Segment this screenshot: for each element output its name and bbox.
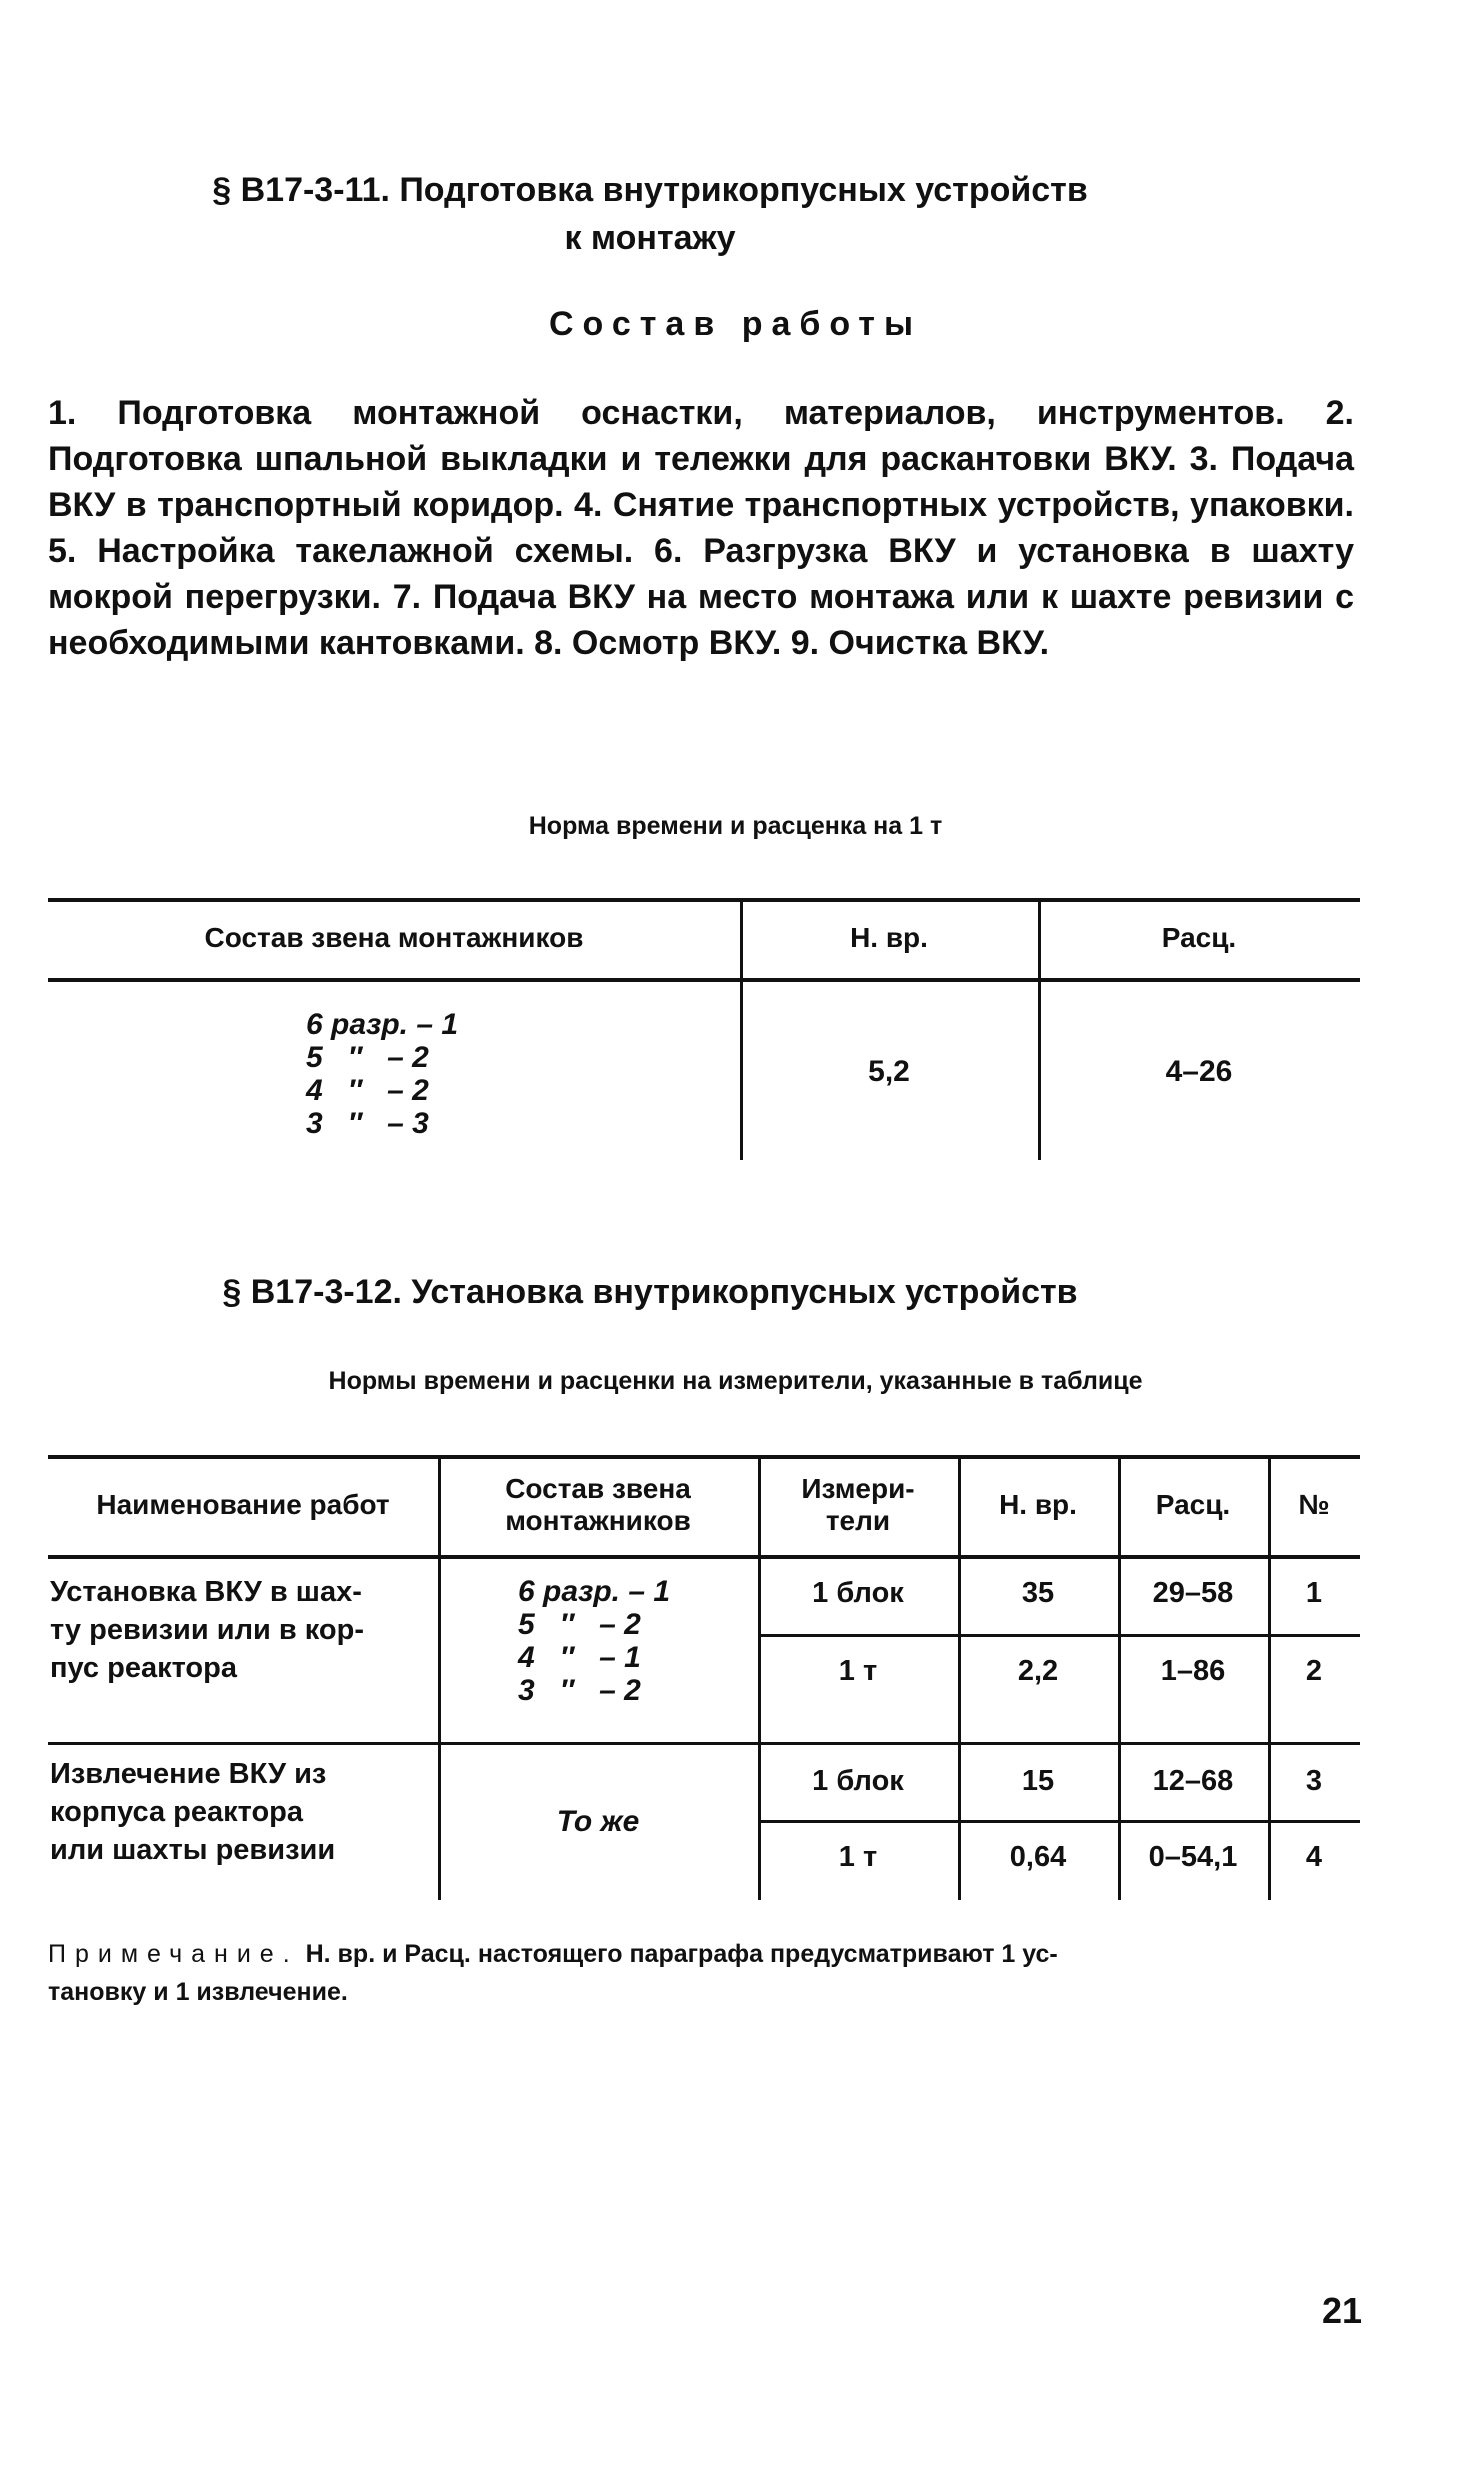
work-name-line: Установка ВКУ в шах-: [50, 1576, 362, 1608]
crew-line: 6 разр. – 1: [306, 1008, 459, 1041]
table-rule-header: [48, 1555, 1360, 1559]
composition-text: 1. Подготовка монтажной оснастки, материалов, инструментов. 2. Подготовка шпальной выкладки и тележки для раскантовки ВКУ. 3. Подача ВКУ в транспортный коридор. 4. Снятие транспортных устройств, упаковки. 5. Настройка такелажной схемы. 6. Разгрузка ВКУ и установка в шахту мокрой перегрузки. 7. Подача ВКУ на место монтажа или к шахте ревизии с необходимыми кантовками. 8. Осмотр ВКУ. 9. Очистка ВКУ.: [48, 394, 1354, 662]
work-name-line: ту ревизии или в кор-: [50, 1614, 364, 1646]
crew-list: [518, 1575, 670, 1707]
header-meter: [758, 1473, 958, 1537]
num-cell: 3: [1305, 1765, 1323, 1797]
note-label: Примечание.: [48, 1940, 299, 1968]
norm-cell: 2,2: [1017, 1655, 1059, 1687]
header-work: Наименование работ: [96, 1489, 390, 1520]
crew-line: 3 ″ – 2: [518, 1674, 641, 1707]
num-cell: 1: [1305, 1577, 1323, 1609]
section-title: [100, 166, 1200, 262]
num-cell: 2: [1305, 1655, 1323, 1687]
meter-cell: 1 блок: [812, 1765, 904, 1797]
rate-cell: 29–58: [1152, 1577, 1234, 1609]
crew-list: [306, 1008, 458, 1140]
norm-value: 5,2: [868, 1055, 910, 1088]
meter-cell: 1 блок: [812, 1577, 904, 1609]
table-rule-header: [48, 978, 1360, 982]
crew-line: 4 ″ – 2: [306, 1074, 429, 1107]
meter-cell: 1 т: [838, 1841, 878, 1873]
footnote-line: [48, 1935, 1360, 1973]
norm-table: [48, 898, 1360, 1160]
section-title: § В17-3-12. Установка внутрикорпусных устройств: [222, 1273, 1078, 1311]
header-meter-line: Измери-: [801, 1473, 915, 1504]
footnote: [48, 1935, 1360, 2011]
header-crew-line: монтажников: [505, 1505, 691, 1536]
header-crew: [438, 1473, 758, 1537]
meter-cell: 1 т: [838, 1655, 878, 1687]
crew-line: 3 ″ – 3: [306, 1107, 429, 1140]
crew-line: 4 ″ – 1: [518, 1641, 641, 1674]
crew-line: 6 разр. – 1: [518, 1575, 671, 1608]
work-name: [50, 1755, 335, 1869]
table-caption: Нормы времени и расценки на измерители, указанные в таблице: [328, 1367, 1143, 1395]
num-cell: 4: [1305, 1841, 1323, 1873]
header-norm: Н. вр.: [999, 1489, 1077, 1520]
norm-cell: 0,64: [1009, 1841, 1067, 1873]
page-number: 21: [1322, 2290, 1363, 2331]
work-name: [50, 1573, 364, 1687]
work-name-line: Извлечение ВКУ из: [50, 1758, 327, 1790]
header-crew-line: Состав звена: [505, 1473, 691, 1504]
norm-cell: 35: [1021, 1577, 1055, 1609]
crew-same: То же: [556, 1805, 640, 1838]
section-title-line: к монтажу: [564, 219, 736, 257]
crew-line: 5 ″ – 2: [518, 1608, 641, 1641]
table-rule-top: [48, 898, 1360, 902]
group-divider: [48, 1742, 1360, 1745]
header-meter-line: тели: [825, 1505, 891, 1536]
norms-table: [48, 1455, 1360, 1900]
section-title-line: § В17-3-11. Подготовка внутрикорпусных устройств: [212, 171, 1088, 209]
header-rate: Расц.: [1161, 922, 1237, 953]
table-caption: Норма времени и расценка на 1 т: [528, 812, 943, 840]
header-num: №: [1298, 1489, 1330, 1520]
work-name-line: или шахты ревизии: [50, 1834, 336, 1866]
rate-cell: 1–86: [1160, 1655, 1226, 1687]
crew-line: 5 ″ – 2: [306, 1041, 429, 1074]
table-rule-top: [48, 1455, 1360, 1459]
header-rate: Расц.: [1155, 1489, 1231, 1520]
note-text: Н. вр. и Расц. настоящего параграфа предусматривают 1 ус-: [305, 1940, 1058, 1968]
work-name-line: пус реактора: [50, 1652, 237, 1684]
rate-value: 4–26: [1165, 1055, 1233, 1088]
header-crew: Состав звена монтажников: [204, 922, 584, 953]
composition-heading: Состав работы: [549, 305, 922, 343]
norm-cell: 15: [1021, 1765, 1055, 1797]
header-norm: Н. вр.: [850, 922, 928, 953]
rate-cell: 0–54,1: [1148, 1841, 1238, 1873]
work-name-line: корпуса реактора: [50, 1796, 304, 1828]
rate-cell: 12–68: [1152, 1765, 1234, 1797]
footnote-line: тановку и 1 извлечение.: [48, 1978, 348, 2006]
